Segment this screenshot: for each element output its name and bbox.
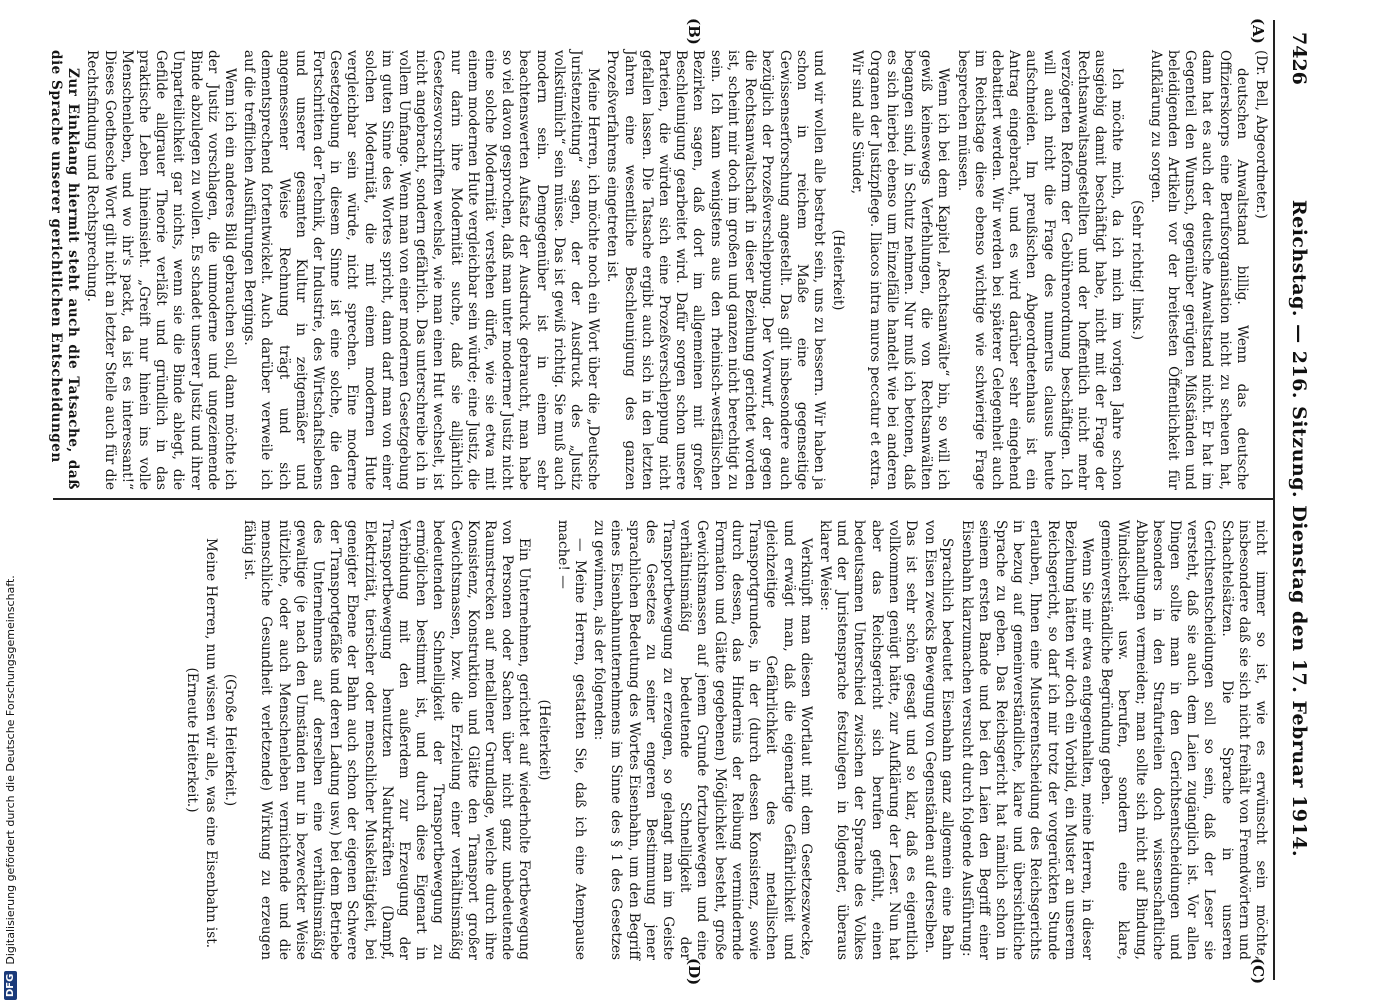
digitization-footer (0, 0, 20, 1000)
rotated-document-page (47, 0, 1353, 1000)
quote: Verknüpft man diesen Wortlaut mit dem Gesetzeszwecke, und erwägt man, daß die eigenartige Gefährlichkeit und gleichzeitige Gefährlichkeit des metallischen Transportgrundes, in der (durch dessen Konsistenz, sowie durch dessen, das Hindernis der Reibung vermindernde Formation und Glätte gegebenen) Möglichkeit besteht, große Gewichtsmassen auf jenem Grunde fortzubewegen und eine verhältnismäßig bedeutende Schnelligkeit der Transportbewegung zu erzeugen, so gelangt man im Geiste des Gesetzes zu seiner engeren Bestimmung jener sprachlichen Bedeutung des Wortes Eisenbahn, um den Begriff eines Eisenbahnunternehmens im Sinne des § 1 des Gesetzes zu gewinnen, als der folgenden: (591, 520, 814, 960)
footer-text: Digitalisierung gefördert durch die Deutsche Forschungsgemeinschaft. (3, 575, 17, 965)
interjection: (Sehr richtig! links.) (1128, 199, 1145, 341)
page-header (1280, 32, 1318, 972)
interjection: (Heiterkeit) (535, 699, 552, 781)
header-rule (1273, 20, 1275, 980)
right-column (69, 520, 1269, 960)
margin-marker-c: (C) (1249, 958, 1267, 985)
paragraph: — Meine Herren, gestatten Sie, daß ich eine Atempause mache! — (554, 520, 589, 960)
interjection: (Erneute Heiterkeit.) (183, 667, 200, 813)
speaker-note: (Dr. Bell, Abgeordneter.) (1253, 50, 1269, 219)
paragraph: Meine Herren, nun wissen wir alle, was eine Eisenbahn ist. (202, 538, 219, 949)
paragraph: und wir wollen alle bestrebt sein, uns zu bessern. Wir haben ja schon in reichem Maße eine gegenseitige Gewissenserforschung angestellt. Das gilt insbesondere auch bezüglich der Prozeßverschleppung. Der Vorwurf, der gegen die Rechtsanwaltschaft in dieser Beziehung gerichtet worden ist, scheint mir doch im großen und ganzen nicht berechtigt zu sein. Ich kann wenigstens aus den rheinisch-westfälischen Bezirken sagen, daß dort im allgemeinen mit großer Beschleunigung gearbeitet wird. Dafür sorgen schon unsere Parteien, die würden sich eine Prozeßverschleppung nicht gefallen lassen. Die Tatsache ergibt auch sich in den letzten Jahren eine wesentliche Beschleunigung des ganzen Prozeßverfahrens eingetreten ist. (604, 50, 827, 490)
paragraph: nicht immer so ist, wie es erwünscht sein möchte, insbesondere daß sie sich nicht freihält von Fremdwörtern und Schachtelsätzen. Die Sprache in unseren Gerichtsentscheidungen soll so sein, daß der Leser sie versteht, daß sie auch dem Laien zugänglich ist. Vor allen Dingen sollte man in den Gerichtsentscheidungen und besonders in den Strafurteilen doch wissenschaftliche Abhandlungen vermeiden; man sollte sich nicht auf Bindung, Windischeit usw. berufen, sondern eine klare, gemeinverständliche Begründung geben. (1098, 520, 1269, 960)
paragraph: Wenn ich ein anderes Bild gebrauchen soll, dann möchte ich der Justiz vorschlagen, die unmoderne und ungeziemende Binde abzulegen zu wollen. Es schadet unserer Justiz und ihrer Unparteilichkeit gar nichts, wenn sie die Binde ablegt, die Gefilde allgrauer Theorie verläßt und gründlich in das praktische Leben hineinsieht. „Greift nur hinein ins volle Menschenleben, und wo ihr's packt, da ist es interessant!“ Dieses Goethesche Wort gilt nicht an letzter Stelle auch für die Rechtsfindung und Rechtsprechung. (84, 50, 239, 490)
page-title: Reichstag. — 216. Sitzung. Dienstag den 17. Februar 1914. (1288, 199, 1310, 858)
paragraph: Wenn Sie mir etwa entgegenhalten, meine Herren, in dieser Beziehung hätten wir doch ein Vorbild, ein Muster an unserem Reichsgericht, so darf ich mir trotz der vorgerückten Stunde erlauben, Ihnen eine Musterentscheidung des Reichsgerichts in bezug auf gemeinverständliche, klare und übersichtliche Sprache zu geben. Das Reichsgericht hat nämlich schon in seinem ersten Bande und bei den Laien den Begriff einer Eisenbahn klarzumachen versucht durch folgende Ausführung: (958, 520, 1095, 960)
paragraph: Meine Herren, ich möchte noch ein Wort über die „Deutsche Juristenzeitung“ sagen, der der Ausdruck des „Justiz volkstümlich“ sein müsse. Das ist gewiß richtig. Sie muß auch modern sein. Demgegenüber ist in einem sehr beachtenswerten Aufsatz der Ausdruck gebraucht, man habe so viel davon gesprochen, daß man unter moderner Justiz nicht eine solche Modernität verstehen dürfe, wie sie etwa mit einem modernen Hute vergleichbar sein würde; eine Justiz, die nur darin ihre Modernität suche, daß sie alljährlich Gesetzesvorschriften wechsle, wie man einen Hut wechselt, ist nicht angebracht, sondern gefährlich. Das unterschreibe ich in vollem Umfange. Wenn man von einer modernen Gesetzgebung im guten Sinne des Wortes spricht, dann darf man von einer solchen Modernität, die mit einem modernen Hute vergleichbar sein würde, nicht sprechen. Eine moderne Gesetzgebung in diesem Sinne ist eine solche, die den Fortschritten der Technik, der Industrie, des Wirtschaftslebens und unserer gesamten Kultur in zeitgemäßer und angemessener Weise Rechnung trägt und sich dementsprechend fortentwickelt. Auch darüber verweile ich auf die trefflichen Ausführungen Bergings. (241, 50, 602, 490)
paragraph: Das ist sehr schön gesagt und so klar, daß es eigentlich vollkommen genügt hätte, zur Aufklärung der Leser. Nun hat aber das Reichsgericht sich berufen gefühlt, einen bedeutsamen Unterschied zwischen der Sprache des Volkes und der Juristensprache festzulegen in folgender, überaus klarer Weise: (816, 520, 919, 960)
interjection: (Heiterkeit) (830, 229, 847, 311)
paragraph: Wenn ich bei dem Kapitel „Rechtsanwälte“ bin, so will ich gewiß keineswegs Verfehlungen, die von Rechtsanwälten begangen sind, in Schutz nehmen. Nur muß ich betonen, daß es sich hierbei ebenso um Einzelfälle handelt wie bei anderen Organen der Justizpflege. Iliacos intra muros peccatur et extra. Wir sind alle Sünder, (849, 50, 952, 490)
quote: Sprachlich bedeutet Eisenbahn ganz allgemein eine Bahn von Eisen zwecks Bewegung von Gegenständen auf derselben. (922, 520, 956, 960)
margin-marker-a: (A) (1249, 18, 1267, 44)
interjection: (Große Heiterkeit.) (222, 673, 239, 807)
paragraph: Ich möchte mich, da ich mich im vorigen Jahre schon ausgiebig damit beschäftigt habe, nicht mit der Frage der Rechtsanwaltsangestellten und der hoffentlich nicht mehr verzögerten Reform der Gebührenordnung beschäftigen. Ich will auch nicht die Frage des numerus clausus heute aufschneiden. Im preußischen Abgeordnetenhaus ist ein Antrag eingebracht, und es wird darüber sehr eingehend debattiert werden. Wir werden bei späterer Gelegenheit auch im Reichstage diese ebenso wichtige wie schwierige Frage besprechen müssen. (954, 50, 1126, 490)
paragraph: deutschen Anwaltstand billig. Wenn das deutsche Offizierskorps eine Berufsorganisation nicht zu scheuen hat, dann hat es auch der deutsche Anwaltstand nicht. Er hat im Gegenteil den Wunsch, gegenüber gerügten Mißständen und beleidigenden Artikeln vor der breitesten Öffentlichkeit für Aufklärung zu sorgen. (1147, 50, 1250, 490)
column-rule (53, 498, 1273, 500)
dfg-logo: DFG (4, 971, 17, 1000)
paragraph: Zur Einklang hiermit steht auch die Tatsache, daß die Sprache unserer gerichtlichen Entscheidungen (47, 50, 82, 490)
margin-marker-d: (D) (685, 958, 703, 986)
quote: Ein Unternehmen, gerichtet auf wiederholte Fortbewegung von Personen oder Sachen über nicht ganz unbedeutende Raumstrecken auf metallener Grundlage, welche durch ihre Konsistenz, Konstruktion und Glätte den Transport großer Gewichtsmassen, bzw. die Erzielung einer verhältnismäßig bedeutenden Schnelligkeit der Transportbewegung zu ermöglichen bestimmt ist, und durch diese Eigenart in Verbindung mit den außerdem zur Erzeugung der Transportbewegung benutzten Naturkräften (Dampf, Elektrizität, tierischer oder menschlicher Muskeltätigkeit, bei geneigter Ebene der Bahn auch schon der eigenen Schwere der Transportgefäße und deren Ladung usw.) bei dem Betriebe des Unternehmens auf derselben eine verhältnismäßig gewaltige (je nach den Umständen nur in bezweckter Weise nützliche, oder auch Menschenleben vernichtende und die menschliche Gesundheit verletzende) Wirkung zu erzeugen fähig ist. (241, 520, 533, 960)
page-number: 7426 (1288, 32, 1310, 85)
margin-marker-b: (B) (685, 18, 703, 45)
left-column (47, 50, 1269, 490)
